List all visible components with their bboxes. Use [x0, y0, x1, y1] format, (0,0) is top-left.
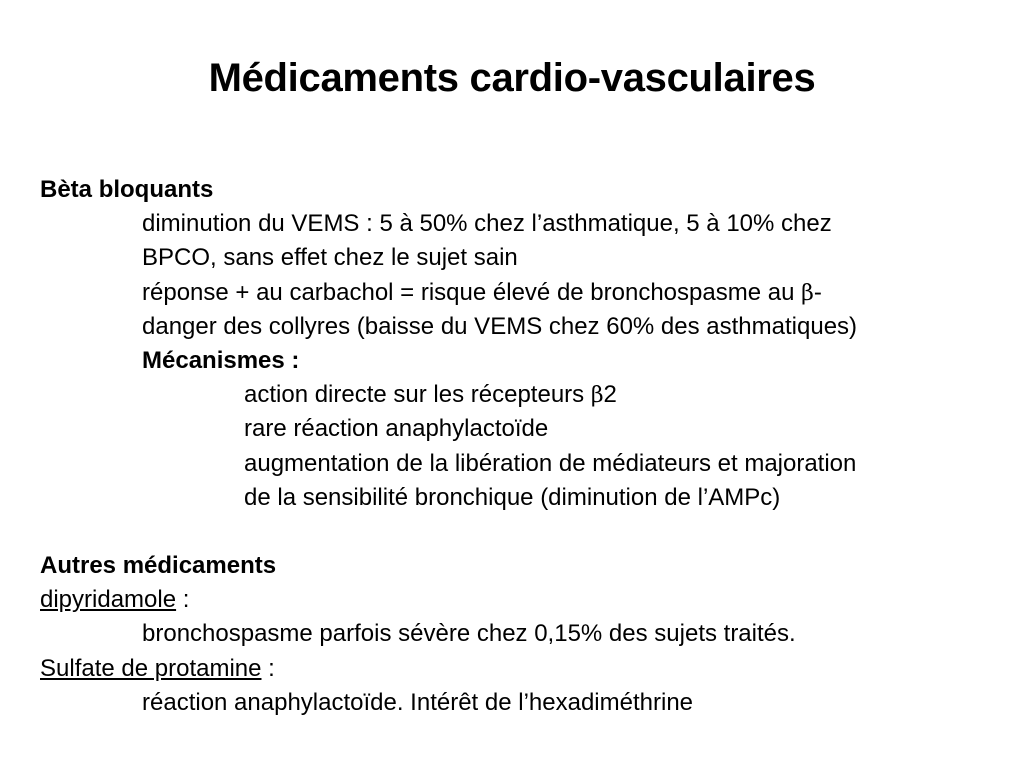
section-heading-other-drugs: Autres médicaments [40, 552, 277, 580]
text-segment: : [261, 654, 275, 682]
text-segment: : [176, 586, 190, 614]
text-line: BPCO, sans effet chez le sujet sain [142, 244, 518, 272]
drug-name-dipyridamole: dipyridamole [40, 586, 177, 614]
mechanism-line: rare réaction anaphylactoïde [244, 415, 549, 443]
slide-body [40, 173, 1010, 720]
drug-item-label [40, 583, 1010, 617]
text-segment: 2 [603, 381, 617, 409]
drug-item-label [40, 652, 1010, 686]
mechanism-line [40, 378, 1010, 412]
beta-symbol: β [801, 280, 814, 306]
beta-symbol: β [590, 383, 604, 409]
text-line-beta [40, 276, 1010, 310]
spacer [40, 515, 1010, 549]
mechanism-line: de la sensibilité bronchique (diminution de l’AMPc) [244, 483, 781, 511]
drug-item-text: bronchospasme parfois sévère chez 0,15% des sujets traités. [142, 620, 796, 648]
drug-name-protamine: Sulfate de protamine [40, 654, 262, 682]
text-line: diminution du VEMS : 5 à 50% chez l’asthmatique, 5 à 10% chez [142, 210, 832, 238]
section-heading-beta-blockers: Bèta bloquants [40, 176, 214, 203]
text-line: danger des collyres (baisse du VEMS chez 60% des asthmatiques) [142, 312, 858, 340]
text-segment: - [813, 278, 822, 306]
mechanisms-heading: Mécanismes : [142, 346, 300, 374]
slide-title: Médicaments cardio-vasculaires [208, 56, 816, 100]
mechanism-line: augmentation de la libération de médiateurs et majoration [244, 449, 857, 477]
text-segment: réponse + au carbachol = risque élevé de bronchospasme au [142, 278, 802, 306]
text-segment: action directe sur les récepteurs [244, 381, 591, 409]
drug-item-text: réaction anaphylactoïde. Intérêt de l’hexadiméthrine [142, 688, 694, 716]
